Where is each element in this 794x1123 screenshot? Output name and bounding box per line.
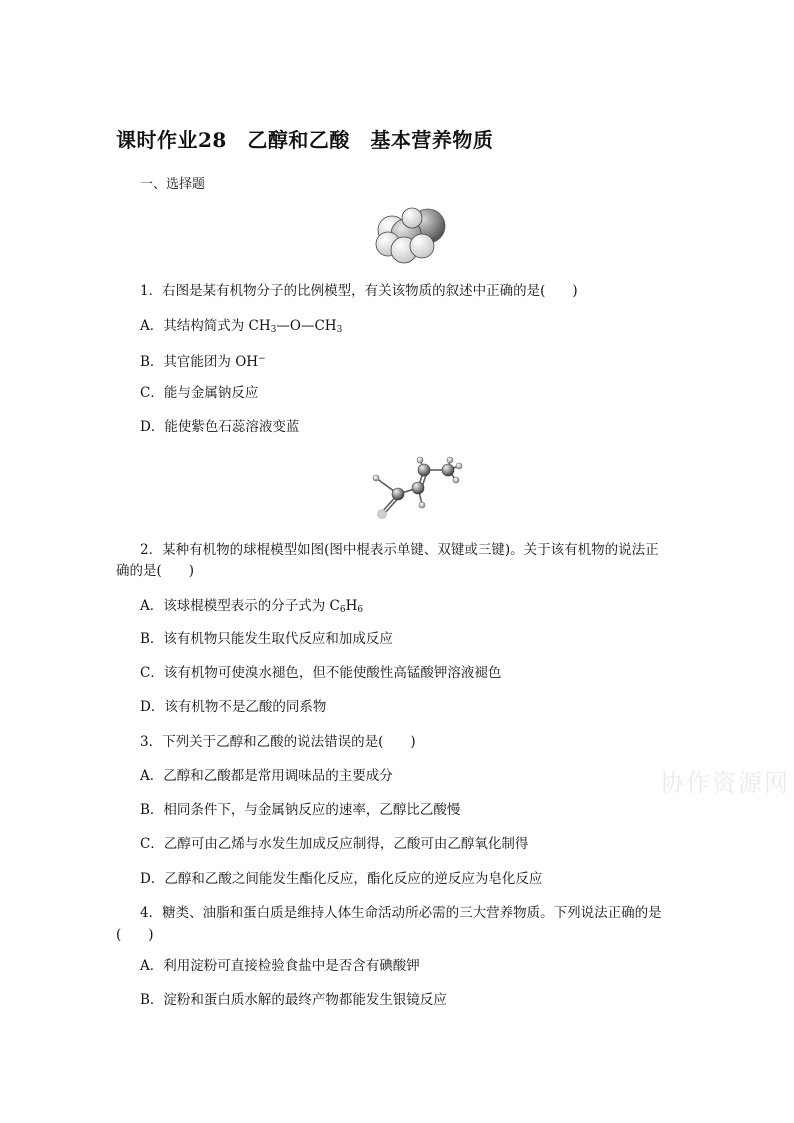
page-title: 课时作业28 乙醇和乙酸 基本营养物质: [116, 128, 494, 152]
q1-subscript-1: 3: [270, 325, 277, 335]
q3-option-d: D．乙醇和乙酸之间能发生酯化反应，酯化反应的逆反应为皂化反应: [140, 871, 543, 887]
q3-option-a: A．乙醇和乙酸都是常用调味品的主要成分: [140, 768, 393, 784]
q1-option-c: C．能与金属钠反应: [140, 385, 259, 401]
section-heading: 一、选择题: [140, 177, 206, 192]
q3-stem: 3．下列关于乙醇和乙酸的说法错误的是( ): [140, 734, 416, 750]
q1-option-d: D．能使紫色石蕊溶液变蓝: [140, 419, 300, 435]
q3-option-b: B．相同条件下，与金属钠反应的速率，乙醇比乙酸慢: [140, 802, 461, 818]
q1-subscript-2: 3: [336, 325, 343, 335]
q1-option-a-mid: —O—CH: [276, 318, 337, 334]
q4-stem-line1: 4．糖类、油脂和蛋白质是维持人体生命活动所必需的三大营养物质。下列说法正确的是: [140, 905, 662, 921]
q2-stem-line1: 2．某种有机物的球棍模型如图(图中棍表示单键、双键或三键)。关于该有机物的说法正: [140, 542, 659, 558]
q1-option-b: [140, 350, 266, 371]
q1-option-b-superscript: −: [258, 354, 266, 364]
q1-option-a: [140, 317, 342, 339]
q4-stem-line2: ( ): [116, 927, 154, 943]
q2-option-a: [140, 597, 363, 619]
ball-and-stick-model-figure: [362, 456, 470, 520]
q1-option-a-prefix: A．其结构简式为 CH: [140, 318, 271, 334]
q3-option-c: C．乙醇可由乙烯与水发生加成反应制得，乙酸可由乙醇氧化制得: [140, 836, 529, 852]
watermark: 协作资源网: [660, 769, 790, 797]
q2-option-c: C．该有机物可使溴水褪色，但不能使酸性高锰酸钾溶液褪色: [140, 665, 502, 681]
q1-stem: 1．右图是某有机物分子的比例模型，有关该物质的叙述中正确的是( ): [140, 283, 578, 299]
q4-option-a: A．利用淀粉可直接检验食盐中是否含有碘酸钾: [140, 958, 420, 974]
space-filling-model-figure: [370, 204, 450, 266]
q2-option-a-prefix: A．该球棍模型表示的分子式为 C: [140, 598, 340, 614]
q2-subscript-c: 6: [339, 605, 346, 615]
q2-option-b: B．该有机物只能发生取代反应和加成反应: [140, 631, 393, 647]
q2-stem-line2: 确的是( ): [116, 563, 195, 579]
q4-option-b: B．淀粉和蛋白质水解的最终产物都能发生银镜反应: [140, 992, 447, 1008]
q2-subscript-h: 6: [357, 605, 364, 615]
q2-option-d: D．该有机物不是乙酸的同系物: [140, 699, 327, 715]
q2-option-a-h: H: [345, 598, 358, 614]
q1-option-b-text: B．其官能团为 OH: [140, 354, 259, 370]
